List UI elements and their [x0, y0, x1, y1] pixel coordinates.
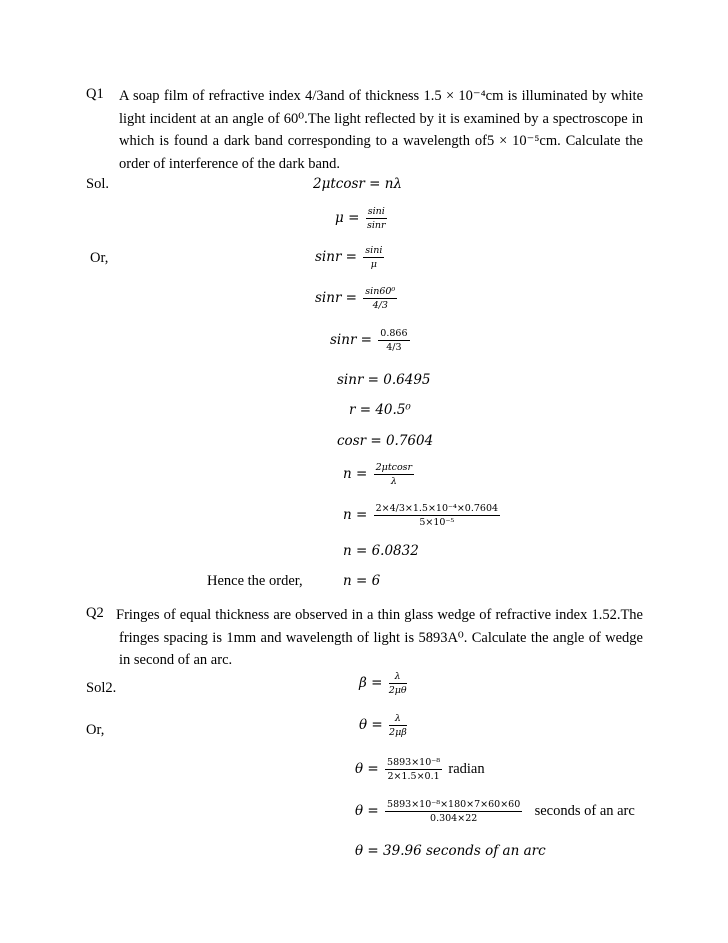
- equation-8: cosr = 0.7604: [337, 433, 434, 449]
- fraction-denominator: λ: [390, 476, 397, 487]
- equation-7: r = 40.5⁰: [349, 402, 411, 418]
- equation-5-fraction: [378, 328, 409, 353]
- solution-2-equation-2: [359, 713, 409, 738]
- question-1-text: [119, 85, 643, 175]
- solution-2-equation-4: [355, 799, 635, 824]
- fraction-denominator: sinr: [366, 220, 386, 231]
- equation-1: 2μtcosr = nλ: [313, 176, 403, 192]
- equation-2-lhs: μ =: [335, 210, 360, 226]
- equation-10-fraction: [374, 503, 500, 528]
- equation-5-lhs: sinr =: [330, 332, 372, 348]
- question-2-line: Fringes of equal thickness are observed in a thin glass wedge of refractive index 1.52.The: [116, 607, 643, 623]
- or-label-2: Or,: [86, 722, 105, 738]
- unit-label: seconds of an arc: [534, 803, 635, 819]
- unit-label: radian: [448, 761, 485, 777]
- question-1-line: order of interference of the dark band.: [119, 155, 341, 172]
- fraction-denominator: 2×1.5×0.1: [387, 771, 440, 782]
- solution-2-equation-5: θ = 39.96 seconds of an arc: [355, 843, 546, 859]
- equation-6: sinr = 0.6495: [337, 372, 431, 388]
- fraction-numerator: 5893×10⁻⁸: [387, 757, 441, 768]
- fraction-denominator: 2μβ: [389, 727, 407, 738]
- equation-9-fraction: [374, 462, 415, 487]
- equation-9-lhs: n =: [343, 466, 368, 482]
- solution-2-equation-3: [355, 757, 485, 782]
- equation-lhs: θ =: [355, 803, 379, 819]
- fraction-numerator: 0.866: [380, 328, 408, 339]
- equation-3: [315, 245, 386, 270]
- question-1-number: Q1: [86, 86, 104, 102]
- equation-3-lhs: sinr =: [315, 249, 357, 265]
- fraction-denominator: 4/3: [386, 342, 402, 353]
- fraction-denominator: 2μθ: [388, 685, 407, 696]
- fraction-numerator: 2×4/3×1.5×10⁻⁴×0.7604: [375, 503, 499, 514]
- question-2-text: [116, 604, 643, 672]
- equation-fraction: [389, 671, 407, 696]
- equation-3-fraction: [363, 245, 384, 270]
- fraction-numerator: sini: [365, 245, 383, 256]
- equation-10: [343, 503, 502, 528]
- solution-2-label: Sol2.: [86, 680, 117, 696]
- equation-2-fraction: [366, 206, 387, 231]
- fraction-numerator: λ: [389, 671, 407, 684]
- equation-lhs: β =: [359, 675, 383, 691]
- equation-2: [335, 206, 389, 231]
- question-1-line: light incident at an angle of 60⁰.The light reflected by it is examined by a spectroscope in: [119, 110, 643, 127]
- question-2-line: in second of an arc.: [119, 652, 233, 668]
- question-1-line: A soap film of refractive index 4/3and of thickness 1.5 × 10⁻⁴cm is illuminated by white: [119, 88, 643, 104]
- equation-4: [315, 286, 399, 311]
- equation-fraction: [389, 713, 407, 738]
- or-label: Or,: [90, 250, 109, 266]
- fraction-numerator: sin60⁰: [365, 286, 396, 297]
- solution-1-label: Sol.: [86, 176, 109, 192]
- equation-9: [343, 462, 416, 487]
- equation-12: n = 6: [343, 573, 381, 589]
- fraction-numerator: 2μtcosr: [375, 462, 413, 473]
- fraction-denominator: 0.304×22: [430, 813, 478, 824]
- equation-lhs: θ =: [355, 761, 379, 777]
- fraction-denominator: 5×10⁻⁵: [419, 517, 455, 528]
- fraction-numerator: sini: [367, 206, 385, 217]
- equation-10-lhs: n =: [343, 507, 368, 523]
- equation-4-fraction: [363, 286, 397, 311]
- question-2-line: fringes spacing is 1mm and wavelength of light is 5893A⁰. Calculate the angle of wedge: [119, 629, 643, 646]
- solution-2-equation-1: [359, 671, 409, 696]
- equation-fraction: [385, 757, 442, 782]
- equation-lhs: θ =: [359, 717, 383, 733]
- equation-5: [330, 328, 412, 353]
- fraction-denominator: μ: [370, 259, 377, 270]
- equation-11: n = 6.0832: [343, 543, 419, 559]
- fraction-numerator: λ: [389, 713, 407, 726]
- fraction-numerator: 5893×10⁻⁸×180×7×60×60: [387, 799, 521, 810]
- equation-fraction: [385, 799, 522, 824]
- question-2-number: Q2: [86, 605, 104, 621]
- equation-4-lhs: sinr =: [315, 290, 357, 306]
- fraction-denominator: 4/3: [372, 300, 388, 311]
- question-1-line: which is found a dark band corresponding to a wavelength of5 × 10⁻⁵cm. Calculate the: [119, 133, 643, 149]
- hence-label: Hence the order,: [207, 573, 303, 589]
